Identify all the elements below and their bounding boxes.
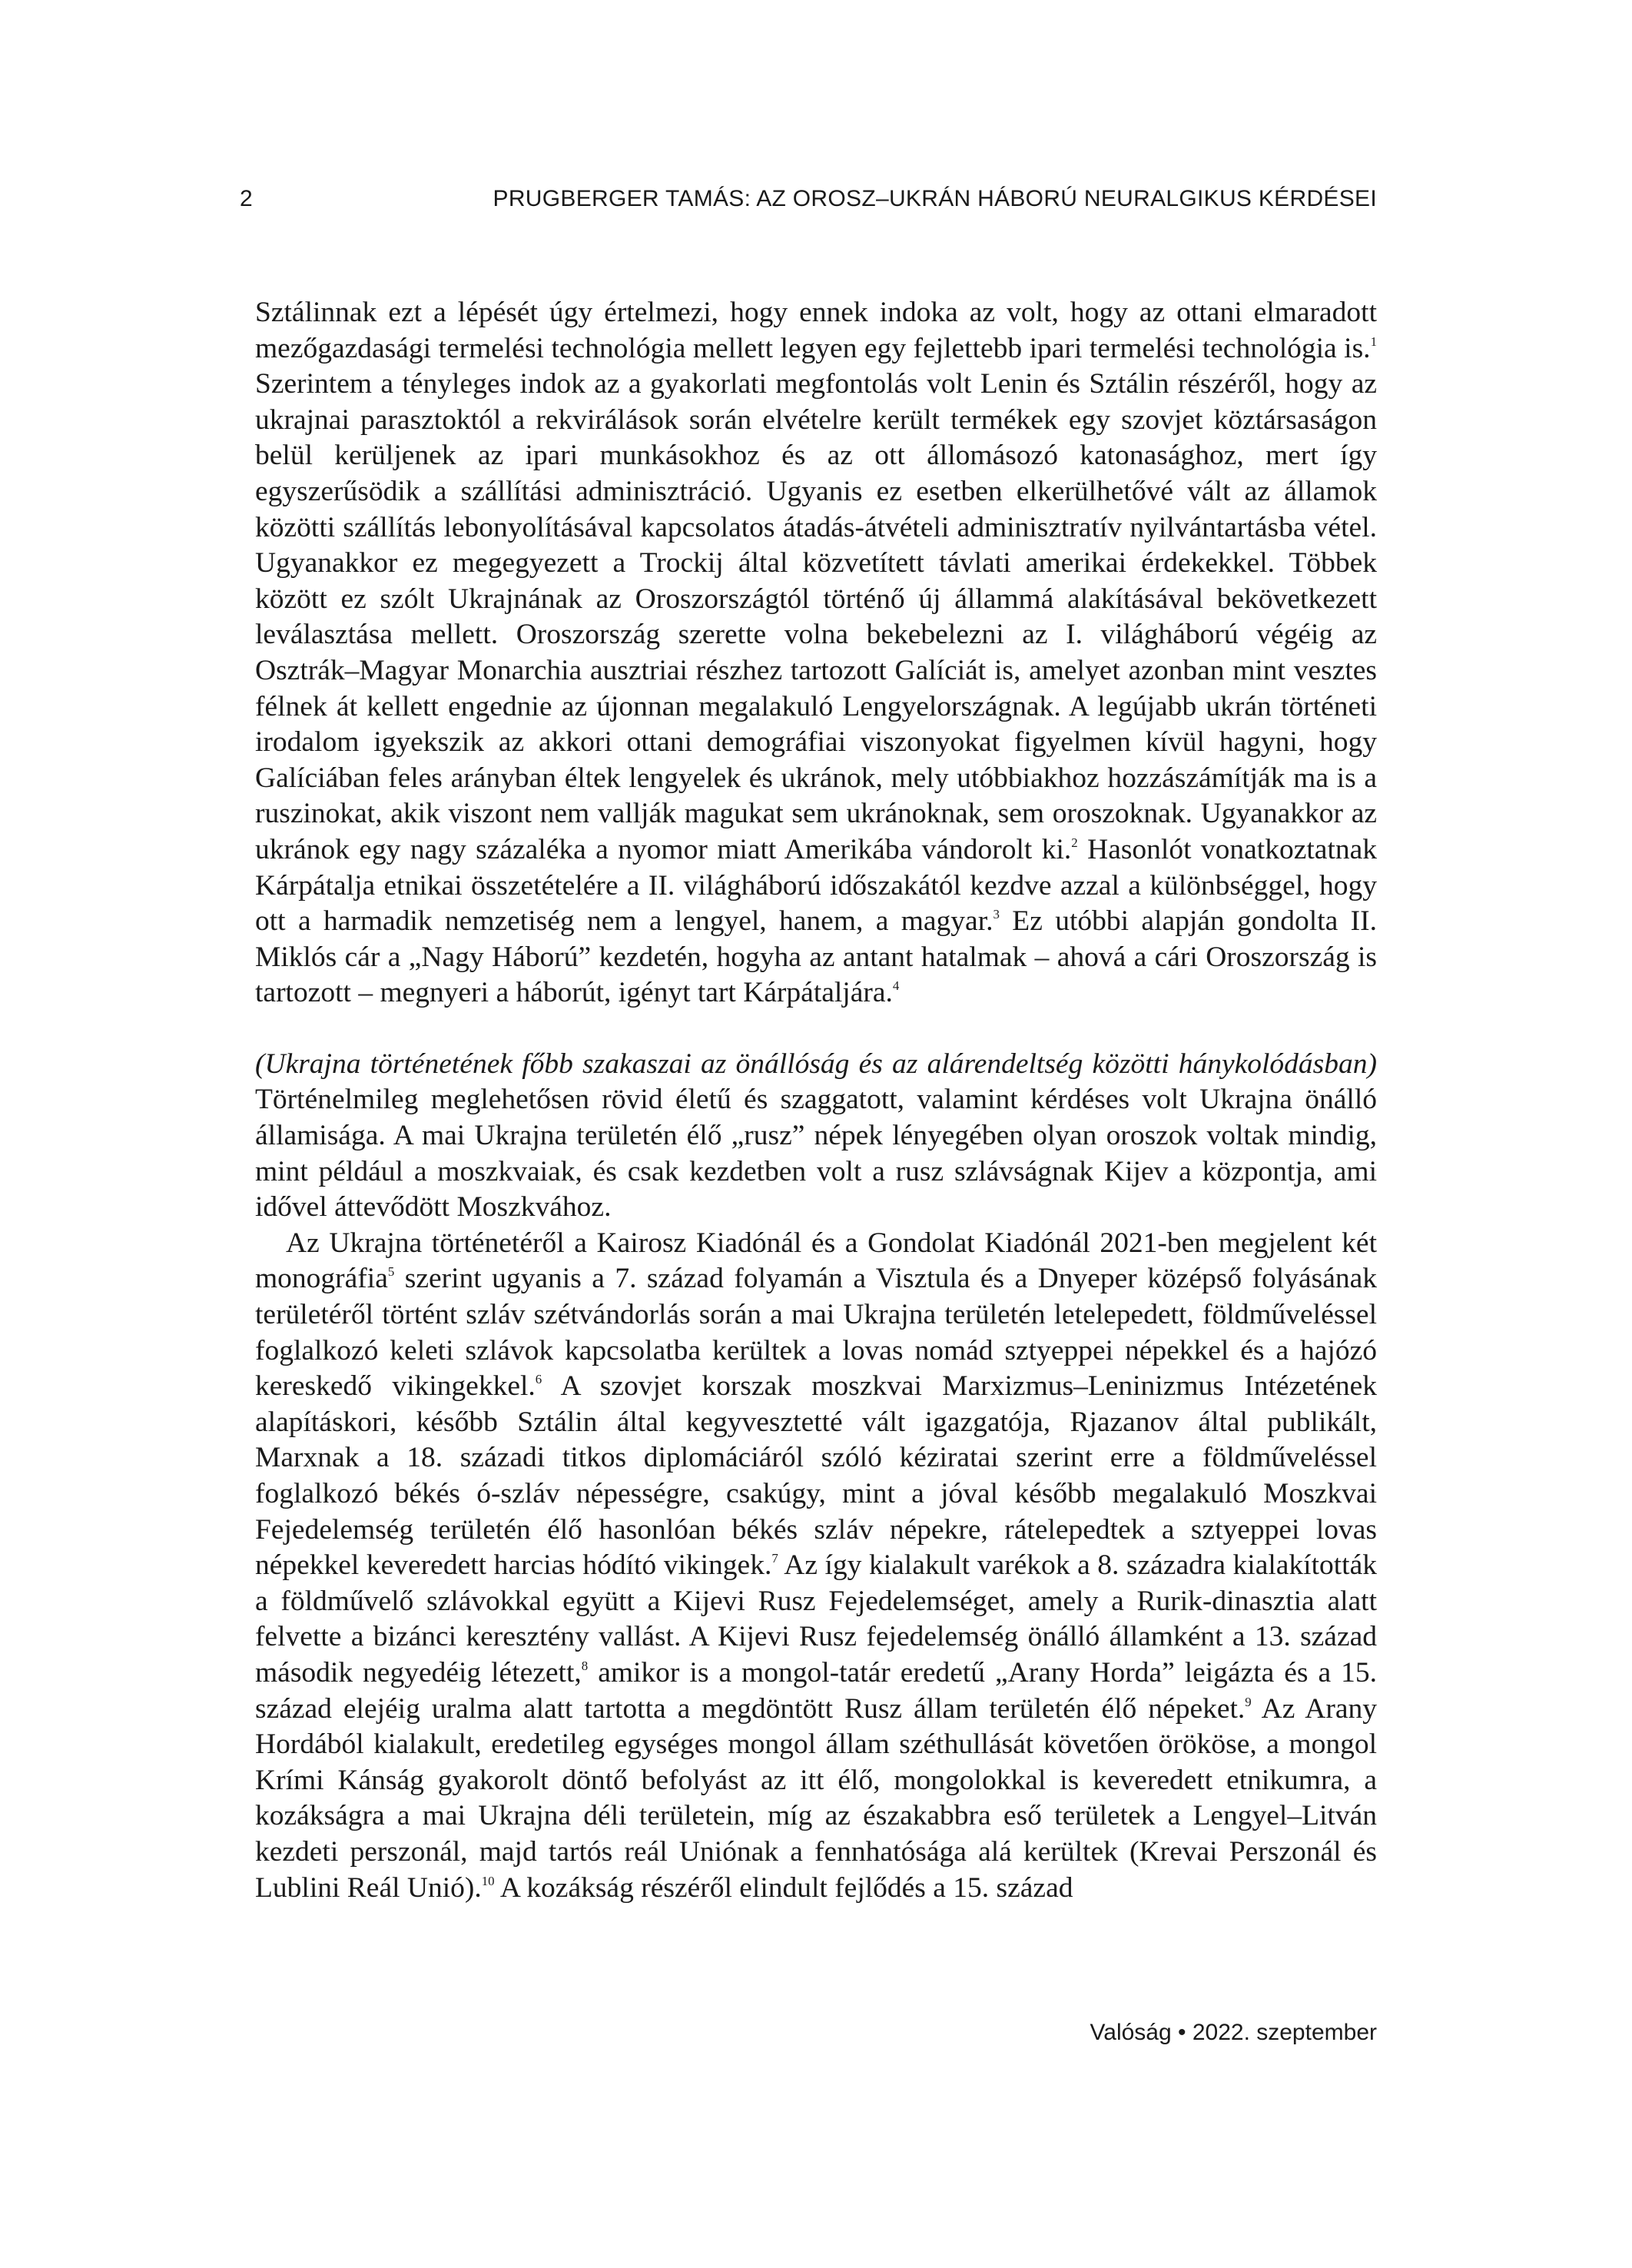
footnote-ref: 9 — [1245, 1694, 1252, 1709]
text-run: Az így kialakult varékok a 8. századra kialakították a földművelő szlávokkal együtt a Kijevi Rusz Fejedelemséget, amely a Rurik-dinasztia alatt felvette a bizánci keresztény vallást. A Kijevi Rusz fejedelemség önálló államként a 13. század második negyedéig létezett, — [255, 1549, 1377, 1689]
article-body — [255, 295, 1377, 1906]
text-run: Szerintem a tényleges indok az a gyakorlati megfontolás volt Lenin és Sztálin részéről, hogy az ukrajnai parasztoktól a rekvirálások során elvételre került termékek egy szovjet köztársaságon belül kerüljenek az ipari munkásokhoz és az ott állomásozó katonasághoz, mert így egyszerűsödik a szállítási adminisztráció. Ugyanis ez esetben elkerülhetővé vált az államok közötti szállítás lebonyolításával kapcsolatos átadás-átvételi adminisztratív nyilvántartásba vétel. Ugyanakkor ez megegyezett a Trockij által közvetített távlati amerikai érdekekkel. Többek között ez szólt Ukrajnának az Oroszországtól történő új állammá alakításával bekövetkezett leválasztása mellett. Oroszország szerette volna bekebelezni az I. világháború végéig az Osztrák–Magyar Monarchia ausztriai részhez tartozott Galíciát is, amelyet azonban mint vesztes félnek át kellett engednie az újonnan megalakuló Lengyelországnak. A legújabb ukrán történeti irodalom igyekszik az akkori ottani demográfiai viszonyokat figyelmen kívül hagyni, hogy Galíciában feles arányban éltek lengyelek és ukránok, mely utóbbiakhoz hozzászámítják ma is a ruszinokat, akik viszont nem vallják magukat sem ukránoknak, sem oroszoknak. Ugyanakkor az ukránok egy nagy százaléka a nyomor miatt Amerikába vándorolt ki. — [255, 368, 1377, 865]
text-run: Az Arany Hordából kialakult, eredetileg egységes mongol állam széthullását követően örököse, a mongol Krími Kánság gyakorolt döntő befolyást az itt élő, mongolokkal is keveredett etnikumra, a kozákságra a mai Ukrajna déli területein, míg az északabbra eső területek a Lengyel–Litván kezdeti perszonál, majd tartós reál Uniónak a fennhatósága alá kerültek (Krevai Perszonál és Lublini Reál Unió). — [255, 1692, 1377, 1904]
text-run: amikor is a mongol-tatár eredetű „Arany Horda” leigázta és a 15. század elejéig uralma alatt tartotta a megdöntött Rusz állam területén élő népeket. — [255, 1656, 1377, 1725]
running-title: PRUGBERGER TAMÁS: AZ OROSZ–UKRÁN HÁBORÚ NEURALGIKUS KÉRDÉSEI — [493, 186, 1377, 211]
footnote-ref: 4 — [892, 978, 900, 994]
footnote-ref: 2 — [1071, 835, 1078, 850]
text-run: Sztálinnak ezt a lépését úgy értelmezi, hogy ennek indoka az volt, hogy az ottani elmaradott mezőgazdasági termelési technológia mellett legyen egy fejlettebb ipari termelési technológia is. — [255, 297, 1377, 364]
footnote-ref: 1 — [1370, 334, 1377, 349]
text-run: A szovjet korszak moszkvai Marxizmus–Leninizmus Intézetének alapításkori, később Sztálin által kegyvesztetté vált igazgatója, Rjazanov által publikált, Marxnak a 18. századi titkos diplomáciáról szóló kéziratai szerint erre a földműveléssel foglalkozó békés ó-szláv népességre, csakúgy, mint a jóval később megalakuló Moszkvai Fejedelemség területén élő hasonlóan békés szláv népekre, rátelepedtek a sztyeppei lovas népekkel keveredett harcias hódító vikingek. — [255, 1370, 1377, 1582]
footnote-ref: 8 — [581, 1658, 589, 1673]
page-footer: Valóság • 2022. szeptember — [1090, 2020, 1377, 2045]
text-run: Ez utóbbi alapján gondolta II. Miklós cár a „Nagy Háború” kezdetén, hogyha az antant hatalmak – ahová a cári Oroszország is tartozott – megnyeri a háborút, igényt tart Kárpátaljára. — [255, 905, 1377, 1009]
text-run: A kozákság részéről elindult fejlődés a 15. század — [494, 1871, 1073, 1904]
text-run: Az Ukrajna történetéről a Kairosz Kiadónál és a Gondolat Kiadónál 2021-ben megjelent két monográfia — [255, 1227, 1377, 1295]
footnote-ref: 5 — [387, 1264, 395, 1280]
paragraph — [255, 295, 1377, 1011]
running-header — [240, 186, 1377, 217]
footnote-ref: 10 — [481, 1873, 495, 1888]
text-run: Hasonlót vonatkoztatnak Kárpátalja etnikai összetételére a II. világháború időszakától kezdve azzal a különbséggel, hogy ott a harmadik nemzetiség nem a lengyel, hanem, a magyar. — [255, 833, 1378, 938]
footnote-ref: 7 — [771, 1551, 778, 1566]
footnote-ref: 6 — [535, 1372, 542, 1387]
page-number: 2 — [240, 186, 253, 211]
text-run: szerint ugyanis a 7. század folyamán a Visztula és a Dnyeper középső folyásának területéről történt szláv szétvándorlás során a mai Ukrajna területén letelepedett, földműveléssel foglalkozó keleti szlávok kapcsolatba kerültek a lovas nomád sztyeppei népekkel és a hajózó kereskedő vikingekkel. — [255, 1263, 1377, 1403]
paragraph — [255, 1226, 1377, 1906]
paragraph — [255, 1047, 1377, 1226]
footnote-ref: 3 — [993, 906, 1000, 921]
text-run: Történelmileg meglehetősen rövid életű és szaggatott, valamint kérdéses volt Ukrajna önálló államisága. A mai Ukrajna területén élő „rusz” népek lényegében olyan oroszok voltak mindig, mint például a moszkvaiak, és csak kezdetben volt a rusz szlávságnak Kijev a központja, ami idővel áttevődött Moszkvához. — [255, 1084, 1377, 1224]
section-title: (Ukrajna történetének főbb szakaszai az önállóság és az alárendeltség közötti hánykolódásban) — [255, 1048, 1377, 1080]
